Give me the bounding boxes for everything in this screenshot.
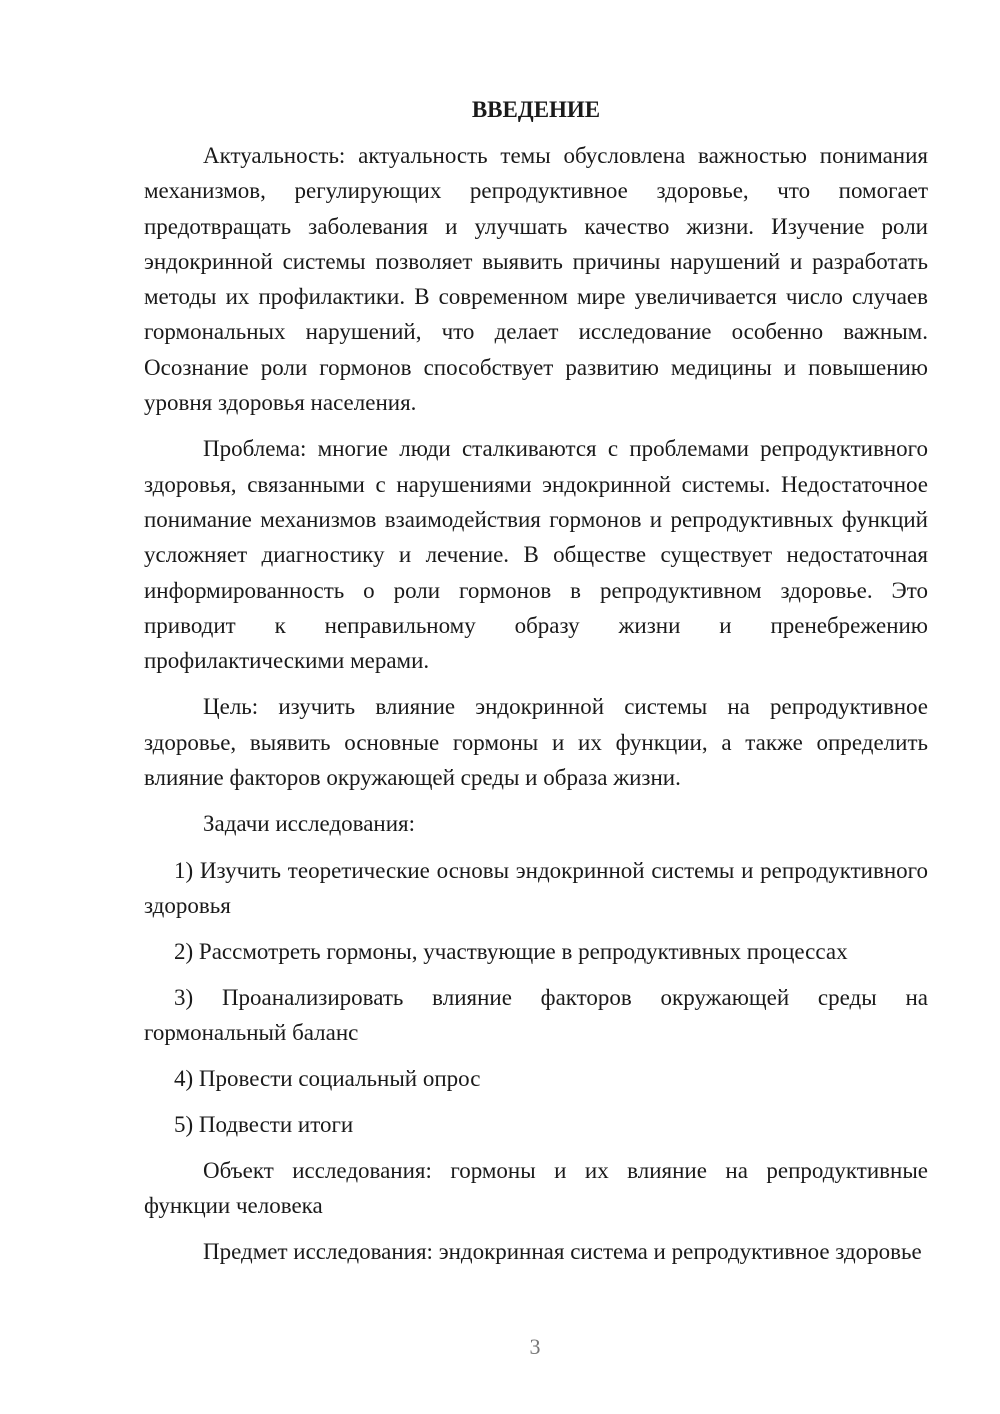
task-item-4: 4) Провести социальный опрос [174, 1065, 481, 1091]
relevance-paragraph: Актуальность: актуальность темы обусловлена важностью понимания механизмов, регулирующих репродуктивное здоровье, что помогает предотвращать заболевания и улучшать качество жизни. Изучение роли эндокринной системы позволяет выявить причины нарушений и разработать методы их профилактики. В современном мире увеличивается число случаев гормональных нарушений, что делает исследование особенно важным. Осознание роли гормонов способствует развитию медицины и повышению уровня здоровья населения. [144, 143, 928, 416]
subject-paragraph: Предмет исследования: эндокринная система и репродуктивное здоровье [203, 1239, 922, 1265]
problem-paragraph: Проблема: многие люди сталкиваются с проблемами репродуктивного здоровья, связанными с нарушениями эндокринной системы. Недостаточное понимание механизмов взаимодействия гормонов и репродуктивных функций усложняет диагностику и лечение. В обществе существует недостаточная информированность о роли гормонов в репродуктивном здоровье. Это приводит к неправильному образу жизни и пренебрежению профилактическими мерами. [144, 436, 928, 674]
task-item-1: 1) Изучить теоретические основы эндокринной системы и репродуктивного здоровья [144, 857, 928, 918]
task-item-2: 2) Рассмотреть гормоны, участвующие в репродуктивных процессах [174, 938, 848, 964]
task-item-5: 5) Подвести итоги [174, 1111, 354, 1137]
page-content [144, 92, 928, 1281]
goal-paragraph: Цель: изучить влияние эндокринной системы на репродуктивное здоровье, выявить основные гормоны и их функции, а также определить влияние факторов окружающей среды и образа жизни. [144, 694, 928, 791]
section-title: ВВЕДЕНИЕ [471, 97, 601, 122]
tasks-heading: Задачи исследования: [203, 811, 416, 837]
object-paragraph: Объект исследования: гормоны и их влияние на репродуктивные функции человека [144, 1157, 928, 1218]
page-number: 3 [529, 1334, 541, 1359]
task-item-3: 3) Проанализировать влияние факторов окружающей среды на гормональный баланс [144, 984, 928, 1045]
